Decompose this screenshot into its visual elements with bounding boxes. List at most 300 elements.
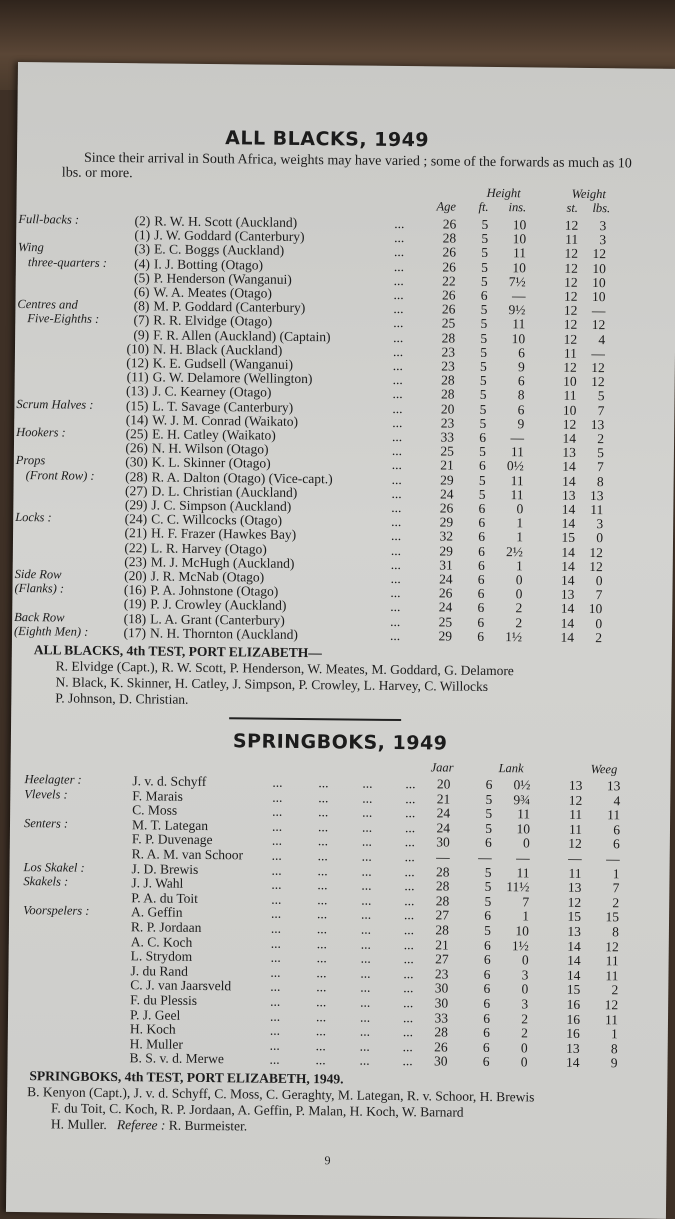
weight-st: 14 — [567, 938, 581, 954]
leader-dots: ... — [362, 775, 373, 791]
leader-dots: ... — [391, 514, 402, 530]
age: 20 — [440, 401, 455, 417]
height-ins: 2 — [515, 614, 523, 630]
position-label: three-quarters : — [27, 254, 108, 270]
height-ins: 10 — [515, 923, 530, 939]
jersey-number: (21) — [124, 525, 148, 541]
weight-st: 10 — [562, 402, 577, 418]
leader-dots: ... — [403, 995, 414, 1011]
weight-lbs: 8 — [596, 473, 604, 489]
intro-note: Since their arrival in South Africa, weights may have varied ; some of the forwards as much as 10 lbs. or more. — [61, 150, 632, 182]
height-ins: 0 — [520, 1040, 528, 1056]
leader-dots: ... — [360, 994, 371, 1010]
leader-dots: ... — [269, 1022, 281, 1038]
player-name: J. C. Simpson (Auckland) — [151, 497, 292, 514]
leader-dots: ... — [361, 907, 372, 923]
height-ft: 5 — [479, 444, 487, 460]
weight-lbs: 13 — [606, 778, 621, 794]
leader-dots: ... — [317, 848, 328, 864]
weight-st: 16 — [566, 996, 581, 1012]
section-divider — [229, 717, 401, 721]
height-ft: 6 — [478, 500, 486, 516]
leader-dots: ... — [271, 906, 282, 922]
leader-dots: ... — [270, 993, 281, 1009]
height-ft: 5 — [479, 415, 487, 431]
height-ft: 6 — [483, 981, 491, 997]
weight-st: 11 — [563, 388, 577, 404]
age: 23 — [434, 966, 449, 982]
age: 28 — [435, 922, 450, 938]
leader-dots: ... — [405, 805, 416, 821]
weight-lbs: 13 — [589, 487, 604, 503]
jersey-number: (26) — [125, 440, 149, 456]
age: 28 — [441, 372, 455, 388]
height-ins: 0 — [521, 952, 529, 968]
age: 27 — [435, 951, 449, 967]
weight-lbs: 2 — [611, 982, 619, 998]
height-ins: 1 — [516, 529, 524, 545]
leader-dots: ... — [271, 862, 282, 878]
leader-dots: ... — [390, 542, 402, 558]
leader-dots: ... — [392, 372, 403, 388]
player-name: J. W. Goddard (Canterbury) — [154, 227, 305, 245]
leader-dots: ... — [317, 877, 328, 893]
height-ft: 6 — [477, 571, 485, 587]
weight-st: 12 — [563, 331, 578, 347]
player-name: L. A. Grant (Canterbury) — [150, 611, 285, 628]
leader-dots: ... — [269, 1037, 280, 1053]
height-ins: 0 — [515, 572, 523, 588]
leader-dots: ... — [404, 892, 415, 908]
player-name: N. H. Thornton (Auckland) — [149, 625, 298, 642]
age: 24 — [439, 486, 454, 502]
jersey-number: (17) — [123, 624, 147, 641]
position-label: Hookers : — [16, 425, 66, 440]
weight-lbs: 12 — [604, 997, 619, 1013]
weight-lbs: 11 — [604, 1011, 619, 1027]
leader-dots: ... — [359, 1023, 371, 1039]
leader-dots: ... — [389, 627, 401, 643]
position-label: Side Row — [14, 566, 62, 582]
weight-st: 14 — [561, 501, 576, 517]
height-ft: 6 — [480, 287, 488, 303]
player-name: J. J. Wahl — [131, 875, 184, 891]
player-name: H. F. Frazer (Hawkes Bay) — [150, 525, 297, 543]
jersey-number: (22) — [124, 539, 148, 555]
height-ins: 0½ — [506, 458, 524, 474]
weight-st: 12 — [564, 246, 579, 262]
weight-lbs: 15 — [605, 909, 620, 925]
leader-dots: ... — [318, 804, 329, 820]
height-ins: 7 — [522, 894, 530, 910]
height-ins: — — [510, 430, 525, 446]
weight-st: 14 — [562, 459, 576, 475]
lbs-header: lbs. — [592, 201, 611, 216]
leader-dots: ... — [317, 906, 328, 922]
height-ft: 5 — [481, 231, 489, 247]
leader-dots: ... — [361, 863, 372, 879]
weeg-header: Weeg — [590, 762, 618, 777]
player-name: P. A. Johnstone (Otago) — [150, 582, 279, 599]
weight-lbs: 6 — [613, 822, 621, 838]
player-name: R. P. Jordaan — [130, 919, 202, 935]
leader-dots: ... — [393, 258, 405, 274]
jersey-number: (5) — [133, 270, 150, 286]
player-name: E. C. Boggs (Auckland) — [153, 241, 285, 259]
height-ins: 0 — [521, 981, 529, 997]
height-ins: 1½ — [511, 937, 529, 953]
height-ins: 1 — [522, 908, 530, 924]
weight-lbs: 11 — [605, 953, 619, 969]
height-ins: 9 — [518, 359, 525, 375]
jersey-number: (13) — [125, 383, 149, 399]
height-ins: 7½ — [508, 273, 526, 290]
leader-dots: ... — [392, 343, 404, 359]
player-name: R. W. H. Scott (Auckland) — [154, 213, 298, 230]
leader-dots: ... — [317, 862, 328, 878]
weight-lbs: 5 — [597, 388, 605, 404]
weight-st: 14 — [560, 615, 575, 631]
leader-dots: ... — [390, 585, 401, 601]
age: 25 — [440, 443, 455, 459]
height-ft: 5 — [481, 245, 489, 261]
height-ft: — — [478, 849, 492, 866]
player-name: H. Muller — [129, 1036, 184, 1052]
height-ins: — — [516, 850, 530, 866]
weight-st: 14 — [561, 515, 576, 532]
leader-dots: ... — [402, 1024, 414, 1040]
leader-dots: ... — [317, 891, 328, 908]
weight-lbs: 3 — [596, 516, 604, 532]
leader-dots: ... — [402, 1038, 413, 1054]
age: 24 — [439, 571, 453, 587]
weight-lbs: 2 — [612, 895, 620, 911]
weight-st: 12 — [568, 792, 583, 808]
leader-dots: ... — [361, 819, 373, 835]
weight-lbs: 12 — [589, 558, 603, 574]
player-name: H. Koch — [129, 1021, 176, 1037]
age: 30 — [436, 834, 450, 850]
age: 20 — [436, 776, 451, 792]
leader-dots: ... — [390, 599, 401, 615]
weight-lbs: 1 — [612, 865, 620, 881]
age: 28 — [435, 878, 450, 894]
weight-st: 13 — [567, 879, 582, 896]
weight-lbs: 4 — [598, 331, 606, 347]
leader-dots: ... — [270, 920, 282, 936]
height-ins: 11 — [510, 486, 524, 503]
jersey-number: (9) — [133, 326, 150, 342]
height-ins: 9½ — [508, 302, 526, 318]
height-ins: 6 — [517, 401, 525, 417]
jersey-number: (28) — [125, 468, 148, 484]
height-ins: 10 — [511, 330, 526, 346]
all-blacks-test-line: N. Black, K. Skinner, H. Catley, J. Simpson, P. Crowley, L. Harvey, C. Willocks — [55, 674, 489, 694]
height-ft: 5 — [481, 259, 488, 275]
position-label: Locks : — [15, 510, 52, 525]
weight-st: 12 — [564, 260, 578, 276]
height-ins: 9¾ — [513, 791, 531, 807]
height-ft: 5 — [478, 472, 486, 488]
player-name: C. Moss — [132, 802, 178, 818]
age: 23 — [441, 358, 455, 374]
jersey-number: (14) — [125, 411, 149, 428]
weight-st: 11 — [565, 231, 579, 248]
player-name: E. H. Catley (Waikato) — [152, 426, 276, 443]
ins-header: ins. — [508, 200, 527, 215]
leader-dots: ... — [316, 935, 327, 951]
player-name: M. P. Goddard (Canterbury) — [153, 298, 306, 316]
leader-dots: ... — [402, 1009, 414, 1025]
position-label: (Flanks) : — [14, 581, 65, 596]
height-header: Height — [486, 185, 521, 201]
height-ins: — — [512, 288, 526, 304]
age: 29 — [439, 514, 454, 530]
weight-st: 13 — [560, 586, 575, 603]
height-ft: 5 — [485, 791, 493, 807]
height-ft: 5 — [480, 358, 487, 374]
leader-dots: ... — [391, 485, 402, 501]
height-ins: 0 — [520, 1054, 528, 1070]
jersey-number: (3) — [134, 241, 151, 257]
player-name: R. A. M. van Schoor — [131, 846, 244, 863]
position-label: (Eighth Men) : — [13, 623, 89, 639]
leader-dots: ... — [392, 357, 404, 374]
age: 31 — [439, 557, 453, 573]
leader-dots: ... — [403, 936, 414, 952]
leader-dots: ... — [359, 1038, 370, 1054]
weight-lbs: 12 — [591, 360, 605, 376]
player-name: J. v. d. Schyff — [132, 773, 207, 790]
weight-lbs: 11 — [590, 502, 604, 518]
weight-st: 12 — [563, 288, 578, 304]
player-name: B. S. v. d. Merwe — [129, 1050, 225, 1067]
age: 28 — [441, 330, 456, 346]
jersey-number: (24) — [124, 511, 148, 527]
height-ft: 5 — [484, 922, 492, 938]
leader-dots: ... — [315, 1023, 327, 1039]
player-name: L. Strydom — [130, 948, 193, 965]
weight-st: 13 — [561, 487, 576, 503]
leader-dots: ... — [393, 301, 404, 317]
age: 33 — [440, 429, 455, 445]
weight-lbs: 7 — [597, 402, 605, 418]
leader-dots: ... — [316, 979, 327, 995]
leader-dots: ... — [318, 789, 329, 805]
height-ins: 11½ — [506, 879, 530, 895]
weight-st: 14 — [561, 544, 575, 560]
weight-st: 12 — [564, 217, 579, 233]
weight-lbs: 5 — [597, 445, 605, 461]
height-ft: 6 — [483, 1025, 490, 1041]
weight-st: 14 — [562, 473, 576, 489]
height-ins: 10 — [512, 217, 527, 233]
jersey-number: (8) — [133, 298, 150, 314]
springboks-test-line: F. du Toit, C. Koch, R. P. Jordaan, A. Geffin, P. Malan, H. Koch, W. Barnard — [50, 1100, 464, 1120]
player-name: J. C. Kearney (Otago) — [152, 383, 272, 401]
age: — — [436, 849, 450, 865]
leader-dots: ... — [402, 1053, 413, 1069]
position-label: Props — [15, 453, 46, 468]
springboks-title: SPRINGBOKS, 1949 — [232, 730, 448, 755]
leader-dots: ... — [317, 833, 329, 849]
weight-lbs: 8 — [612, 924, 620, 940]
leader-dots: ... — [390, 556, 401, 572]
height-ins: 2½ — [505, 543, 523, 559]
age: 33 — [434, 1010, 449, 1026]
leader-dots: ... — [393, 286, 404, 303]
player-name: A. C. Koch — [130, 933, 193, 950]
player-name: K. E. Gudsell (Wanganui) — [152, 355, 294, 372]
height-ins: 1 — [516, 515, 524, 531]
jersey-number: (25) — [125, 426, 149, 442]
ft-header: ft. — [478, 199, 489, 214]
referee-label: Referee : — [116, 1117, 166, 1133]
player-name: P. J. Crowley (Auckland) — [150, 596, 287, 614]
player-name: R. R. Elvidge (Otago) — [153, 312, 273, 330]
player-name: L. R. Harvey (Otago) — [150, 540, 267, 557]
weight-lbs: 13 — [590, 416, 605, 432]
height-ins: 6 — [517, 373, 525, 389]
height-ft: 5 — [485, 806, 493, 822]
age: 26 — [441, 301, 456, 317]
weight-lbs: 0 — [595, 573, 603, 589]
player-name: J. R. McNab (Otago) — [150, 568, 265, 585]
height-ins: 10 — [512, 259, 526, 275]
jersey-number: (6) — [133, 284, 150, 300]
age: 21 — [436, 791, 451, 807]
leader-dots: ... — [359, 1009, 371, 1025]
leader-dots: ... — [360, 936, 371, 952]
height-ft: 5 — [480, 302, 488, 318]
weight-st: 13 — [568, 777, 583, 793]
age: 28 — [435, 893, 450, 909]
player-name: M. J. McHugh (Auckland) — [150, 554, 295, 571]
jersey-number: (23) — [124, 553, 147, 570]
height-ins: 10 — [512, 231, 527, 247]
weight-lbs: 12 — [591, 317, 606, 333]
height-ft: 5 — [479, 373, 487, 389]
height-ins: 3 — [521, 996, 529, 1012]
leader-dots: ... — [316, 950, 327, 966]
leader-dots: ... — [393, 329, 404, 345]
height-ins: 0½ — [513, 777, 531, 793]
leader-dots: ... — [317, 818, 329, 835]
position-label: Five-Eighths : — [27, 311, 100, 327]
jersey-number: (11) — [126, 369, 149, 385]
weight-st: 14 — [562, 430, 577, 446]
jersey-number: (1) — [134, 227, 151, 243]
weight-lbs: 2 — [597, 431, 605, 447]
player-name: A. Geffin — [131, 904, 183, 921]
position-label: Centres and — [17, 297, 78, 312]
leader-dots: ... — [316, 994, 327, 1010]
height-ft: 6 — [478, 458, 486, 474]
jersey-number: (2) — [134, 213, 151, 229]
leader-dots: ... — [403, 922, 415, 938]
position-label: (Front Row) : — [25, 467, 95, 483]
height-ins: 11 — [512, 245, 527, 261]
all-blacks-test-line: P. Johnson, D. Christian. — [55, 690, 189, 707]
weight-lbs: 10 — [591, 289, 606, 305]
player-name: D. L. Christian (Auckland) — [151, 483, 298, 500]
weight-lbs: 0 — [596, 530, 604, 546]
age: 23 — [440, 415, 455, 431]
height-ins: 11 — [510, 444, 525, 460]
height-ins: 11 — [517, 806, 531, 822]
weight-lbs: 9 — [610, 1055, 618, 1071]
leader-dots: ... — [271, 847, 282, 863]
weight-lbs: 10 — [592, 274, 606, 290]
age: 29 — [440, 472, 454, 488]
weight-st: 15 — [567, 909, 582, 925]
age: 22 — [442, 273, 456, 289]
height-ft: 6 — [483, 1010, 491, 1026]
position-label: Full-backs : — [18, 212, 80, 227]
leader-dots: ... — [403, 951, 414, 967]
height-ft: 6 — [477, 614, 485, 630]
age: 26 — [442, 287, 456, 303]
age: 24 — [438, 599, 453, 615]
weight-lbs: 7 — [595, 587, 603, 603]
leader-dots: ... — [315, 1037, 326, 1054]
leader-dots: ... — [360, 921, 372, 937]
leader-dots: ... — [392, 414, 403, 430]
jersey-number: (16) — [123, 582, 147, 598]
player-name: W. A. Meates (Otago) — [153, 284, 273, 301]
height-ins: 2 — [521, 1025, 528, 1041]
leader-dots: ... — [271, 891, 282, 907]
weight-st: 14 — [560, 601, 575, 617]
leader-dots: ... — [361, 848, 372, 864]
leader-dots: ... — [391, 443, 403, 459]
age: 25 — [438, 614, 453, 630]
age: 30 — [434, 980, 449, 996]
player-name: P. Henderson (Wanganui) — [153, 270, 292, 287]
age: 28 — [440, 386, 455, 402]
leader-dots: ... — [391, 457, 403, 473]
height-ins: 10 — [516, 821, 531, 837]
weight-st: 11 — [569, 807, 583, 823]
weight-st: 13 — [562, 444, 577, 461]
leader-dots: ... — [404, 834, 416, 850]
program-page — [6, 62, 675, 1219]
age: 21 — [435, 937, 449, 953]
player-name: K. L. Skinner (Otago) — [151, 454, 271, 472]
weight-lbs: 11 — [605, 967, 619, 984]
weight-lbs: 7 — [612, 880, 620, 896]
leader-dots: ... — [361, 877, 372, 893]
leader-dots: ... — [272, 803, 283, 819]
age: 24 — [436, 805, 451, 821]
weight-st: 11 — [568, 865, 582, 881]
height-ft: 5 — [480, 273, 488, 289]
weight-st: 12 — [563, 302, 578, 319]
age: 29 — [439, 543, 453, 559]
player-name: N. H. Wilson (Otago) — [151, 440, 269, 457]
leader-dots: ... — [390, 613, 401, 629]
age: 28 — [442, 230, 457, 246]
weight-lbs: 7 — [596, 459, 604, 475]
player-name: R. A. Dalton (Otago) (Vice-capt.) — [151, 469, 333, 486]
weight-lbs: 3 — [599, 218, 607, 234]
weight-lbs: 3 — [599, 232, 607, 248]
weight-st: 12 — [567, 894, 582, 910]
position-label: Heelagter : — [24, 772, 82, 787]
leader-dots: ... — [270, 949, 281, 965]
all-blacks-test-heading: ALL BLACKS, 4th TEST, PORT ELIZABETH— — [33, 642, 322, 661]
weight-lbs: 12 — [589, 544, 603, 560]
